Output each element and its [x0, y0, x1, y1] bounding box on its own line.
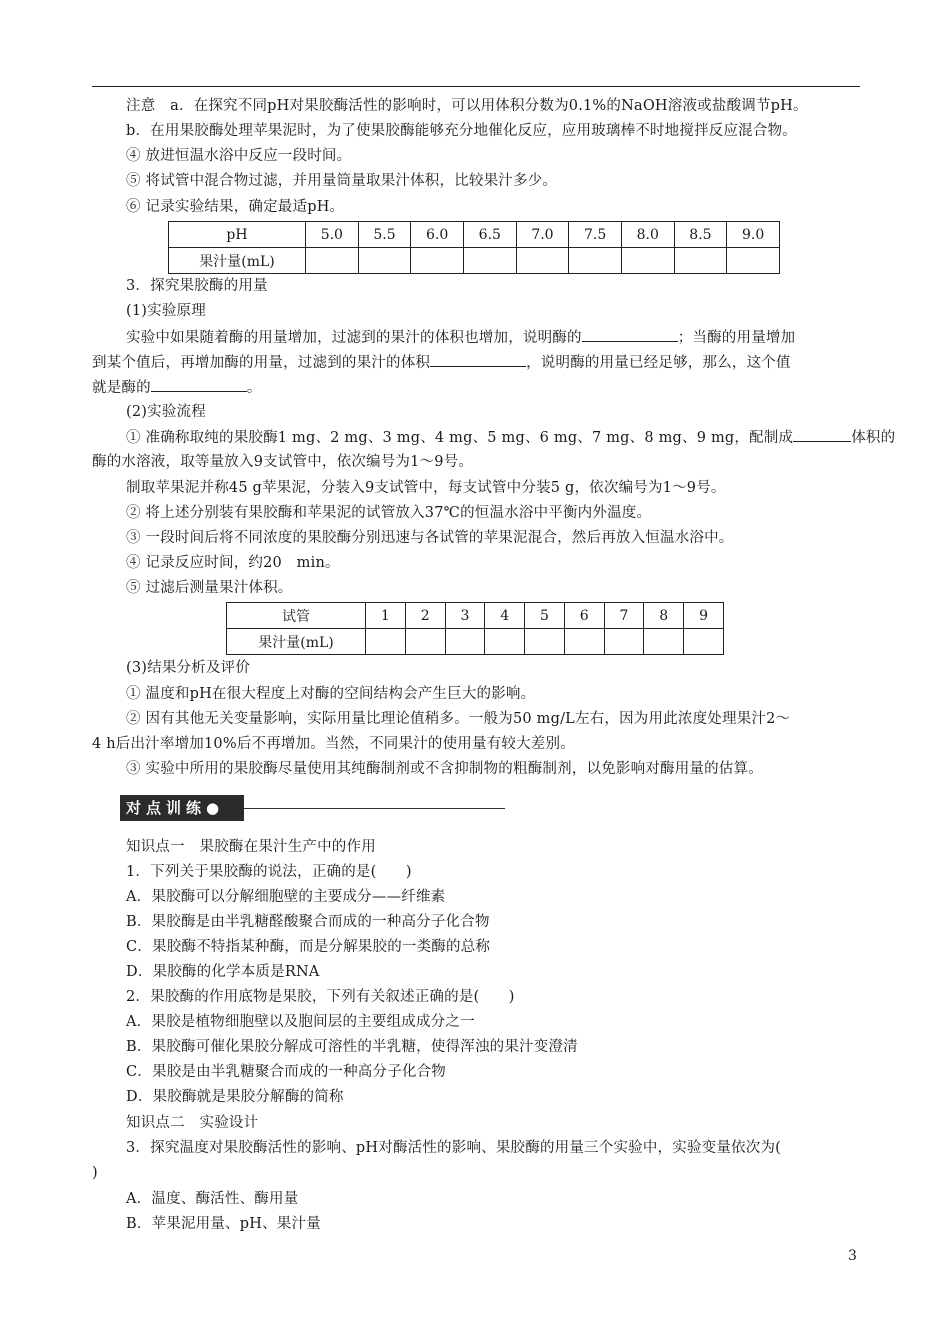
empty-cell — [445, 629, 485, 655]
step-4: ④ 放进恒温水浴中反应一段时间。 — [126, 148, 352, 164]
question-1: 1．下列关于果胶酶的说法，正确的是( ) — [126, 864, 412, 880]
empty-cell — [569, 248, 622, 274]
q1-option-d: D．果胶酶的化学本质是RNA — [126, 964, 320, 980]
principle-text: 就是酶的 — [92, 380, 151, 396]
tube-number: 3 — [445, 603, 485, 629]
knowledge-point-1: 知识点一 果胶酶在果汁生产中的作用 — [126, 839, 376, 855]
flow-text: ① 准确称取纯的果胶酶1 mg、2 mg、3 mg、4 mg、5 mg、6 mg、7 mg、8 mg、9 mg，配制成 — [126, 430, 794, 446]
q3-option-a: A．温度、酶活性、酶用量 — [126, 1191, 299, 1207]
ph-value: 6.5 — [463, 222, 516, 248]
flow-line-2: 酶的水溶液，取等量放入9支试管中，依次编号为1～9号。 — [92, 454, 474, 470]
ph-value: 7.0 — [516, 222, 569, 248]
empty-cell — [644, 629, 684, 655]
tube-table — [226, 602, 724, 655]
training-section-header — [120, 795, 505, 821]
principle-line-2 — [92, 352, 791, 373]
empty-cell — [366, 629, 406, 655]
empty-cell — [684, 629, 724, 655]
empty-cell — [516, 248, 569, 274]
flow-text: 体积的 — [851, 430, 896, 446]
bullet-icon: ● — [206, 799, 225, 817]
tube-table-data-row — [227, 629, 724, 655]
juice-volume-label: 果汁量(mL) — [169, 248, 306, 274]
training-header-text: 对点训练 — [126, 799, 207, 817]
q2-option-a: A．果胶是植物细胞壁以及胞间层的主要组成成分之一 — [126, 1014, 475, 1030]
flow-title: (2)实验流程 — [126, 404, 206, 420]
principle-line-3 — [92, 377, 262, 398]
ph-header-label: pH — [169, 222, 306, 248]
empty-cell — [674, 248, 727, 274]
ph-value: 9.0 — [727, 222, 780, 248]
analysis-title: (3)结果分析及评价 — [126, 660, 251, 676]
page-number: 3 — [848, 1248, 857, 1264]
answer-blank — [151, 377, 247, 392]
tube-header-label: 试管 — [227, 603, 366, 629]
empty-cell — [358, 248, 411, 274]
step-6: ⑥ 记录实验结果，确定最适pH。 — [126, 199, 345, 215]
empty-cell — [727, 248, 780, 274]
empty-cell — [621, 248, 674, 274]
flow-line-3: 制取苹果泥并称45 g苹果泥，分装入9支试管中，每支试管中分装5 g，依次编号为1～9号。 — [126, 480, 726, 496]
tube-number: 6 — [564, 603, 604, 629]
flow-line-7: ⑤ 过滤后测量果汁体积。 — [126, 580, 293, 596]
ph-table — [168, 221, 780, 274]
training-header-rule — [244, 808, 505, 809]
principle-line-1 — [126, 327, 795, 348]
q3-option-b: B．苹果泥用量、pH、果汁量 — [126, 1216, 321, 1232]
section3-title: 3．探究果胶酶的用量 — [126, 278, 268, 294]
note-b: b．在用果胶酶处理苹果泥时，为了使果胶酶能够充分地催化反应，应用玻璃棒不时地搅拌反应混合物。 — [126, 123, 797, 139]
principle-text: 到某个值后，再增加酶的用量，过滤到的果汁的体积 — [92, 355, 431, 371]
principle-text: ；当酶的用量增加 — [677, 330, 796, 346]
q2-option-b: B．果胶酶可催化果胶分解成可溶性的半乳糖，使得浑浊的果汁变澄清 — [126, 1039, 578, 1055]
q2-option-d: D．果胶酶就是果胶分解酶的简称 — [126, 1089, 344, 1105]
tube-number: 4 — [485, 603, 525, 629]
knowledge-point-2: 知识点二 实验设计 — [126, 1115, 259, 1131]
empty-cell — [485, 629, 525, 655]
q1-option-c: C．果胶酶不特指某种酶，而是分解果胶的一类酶的总称 — [126, 939, 491, 955]
empty-cell — [306, 248, 359, 274]
ph-value: 8.0 — [621, 222, 674, 248]
header-rule — [92, 86, 860, 87]
ph-value: 6.0 — [411, 222, 464, 248]
question-3: 3．探究温度对果胶酶活性的影响、pH对酶活性的影响、果胶酶的用量三个实验中，实验变量依次为( — [126, 1140, 782, 1156]
empty-cell — [411, 248, 464, 274]
training-header-box — [120, 795, 244, 821]
q2-option-c: C．果胶是由半乳糖聚合而成的一种高分子化合物 — [126, 1064, 446, 1080]
tube-number: 5 — [525, 603, 565, 629]
flow-line-4: ② 将上述分别装有果胶酶和苹果泥的试管放入37℃的恒温水浴中平衡内外温度。 — [126, 505, 652, 521]
note-a: 注意 a．在探究不同pH对果胶酶活性的影响时，可以用体积分数为0.1%的NaOH溶液或盐酸调节pH。 — [126, 98, 808, 114]
principle-text: 。 — [246, 380, 262, 396]
empty-cell — [604, 629, 644, 655]
analysis-line-2: ② 因有其他无关变量影响，实际用量比理论值稍多。一般为50 mg/L左右，因为用此浓度处理果汁2～ — [126, 711, 791, 727]
tube-number: 8 — [644, 603, 684, 629]
tube-number: 9 — [684, 603, 724, 629]
answer-blank — [582, 327, 678, 342]
principle-title: (1)实验原理 — [126, 303, 206, 319]
analysis-line-1: ① 温度和pH在很大程度上对酶的空间结构会产生巨大的影响。 — [126, 686, 536, 702]
analysis-line-4: ③ 实验中所用的果胶酶尽量使用其纯酶制剂或不含抑制物的粗酶制剂，以免影响对酶用量的估算。 — [126, 761, 763, 777]
ph-table-header-row — [169, 222, 780, 248]
empty-cell — [564, 629, 604, 655]
tube-number: 7 — [604, 603, 644, 629]
analysis-line-3: 4 h后出汁率增加10%后不再增加。当然，不同果汁的使用量有较大差别。 — [92, 736, 575, 752]
principle-text: 实验中如果随着酶的用量增加，过滤到的果汁的体积也增加，说明酶的 — [126, 330, 582, 346]
empty-cell — [463, 248, 516, 274]
q1-option-b: B．果胶酶是由半乳糖醛酸聚合而成的一种高分子化合物 — [126, 914, 490, 930]
ph-value: 7.5 — [569, 222, 622, 248]
flow-line-5: ③ 一段时间后将不同浓度的果胶酶分别迅速与各试管的苹果泥混合，然后再放入恒温水浴中。 — [126, 530, 734, 546]
principle-text: ，说明酶的用量已经足够，那么，这个值 — [526, 355, 791, 371]
answer-blank — [430, 352, 526, 367]
q1-option-a: A．果胶酶可以分解细胞壁的主要成分——纤维素 — [126, 889, 446, 905]
step-5: ⑤ 将试管中混合物过滤，并用量筒量取果汁体积，比较果汁多少。 — [126, 173, 558, 189]
tube-table-header-row — [227, 603, 724, 629]
ph-value: 5.5 — [358, 222, 411, 248]
tube-number: 1 — [366, 603, 406, 629]
ph-value: 5.0 — [306, 222, 359, 248]
question-2: 2．果胶酶的作用底物是果胶，下列有关叙述正确的是( ) — [126, 989, 515, 1005]
ph-table-data-row — [169, 248, 780, 274]
tube-number: 2 — [405, 603, 445, 629]
juice-volume-label: 果汁量(mL) — [227, 629, 366, 655]
ph-value: 8.5 — [674, 222, 727, 248]
question-3-cont: ) — [92, 1165, 98, 1181]
flow-line-1 — [126, 427, 895, 448]
flow-line-6: ④ 记录反应时间，约20 min。 — [126, 555, 340, 571]
answer-blank — [793, 427, 851, 442]
empty-cell — [405, 629, 445, 655]
empty-cell — [525, 629, 565, 655]
